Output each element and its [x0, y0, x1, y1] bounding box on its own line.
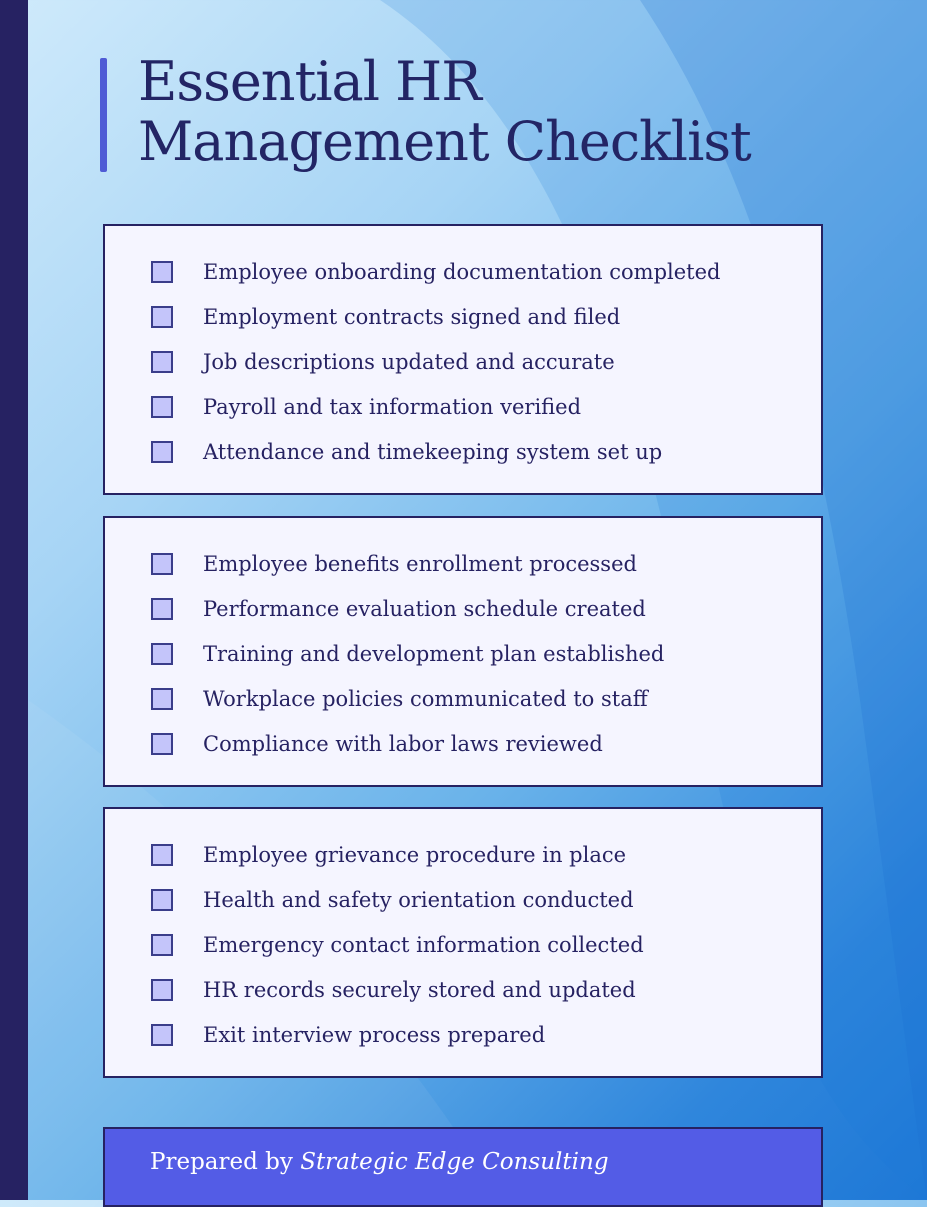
title-accent-bar [100, 58, 107, 172]
checkbox[interactable] [151, 844, 173, 866]
checkbox[interactable] [151, 643, 173, 665]
checklist-item[interactable] [151, 639, 664, 669]
checkbox[interactable] [151, 733, 173, 755]
checklist-item-label: HR records securely stored and updated [203, 978, 636, 1002]
checkbox[interactable] [151, 598, 173, 620]
checklist-item-label: Employee benefits enrollment processed [203, 552, 637, 576]
checklist-item[interactable] [151, 885, 634, 915]
checklist-item-label: Compliance with labor laws reviewed [203, 732, 603, 756]
footer-company-name: Strategic Edge Consulting [300, 1149, 609, 1175]
checkbox[interactable] [151, 688, 173, 710]
checklist-item-label: Attendance and timekeeping system set up [203, 440, 663, 464]
checklist-item-label: Employee grievance procedure in place [203, 843, 627, 867]
checklist-item-label: Employment contracts signed and filed [203, 305, 621, 329]
checklist-section-1 [103, 224, 823, 495]
checklist-section-3 [103, 807, 823, 1078]
checklist-item[interactable] [151, 549, 637, 579]
checklist-item[interactable] [151, 840, 626, 870]
checklist-item[interactable] [151, 347, 615, 377]
checkbox[interactable] [151, 1024, 173, 1046]
checklist-item-label: Training and development plan established [203, 642, 665, 666]
checkbox[interactable] [151, 934, 173, 956]
checklist-item[interactable] [151, 729, 603, 759]
checkbox[interactable] [151, 441, 173, 463]
checklist-item-label: Health and safety orientation conducted [203, 888, 634, 912]
checkbox[interactable] [151, 979, 173, 1001]
checkbox[interactable] [151, 396, 173, 418]
checklist-item-label: Payroll and tax information verified [203, 395, 582, 419]
checklist-item[interactable] [151, 594, 646, 624]
checkbox[interactable] [151, 261, 173, 283]
checklist-item[interactable] [151, 437, 662, 467]
left-accent-bar [0, 0, 28, 1200]
checklist-item[interactable] [151, 684, 648, 714]
footer-credit [150, 1149, 609, 1175]
checkbox[interactable] [151, 889, 173, 911]
checklist-section-2 [103, 516, 823, 787]
checklist-item-label: Workplace policies communicated to staff [203, 687, 648, 711]
checklist-item[interactable] [151, 930, 644, 960]
title-line-2: Management Checklist [138, 110, 751, 173]
checklist-item[interactable] [151, 257, 720, 287]
footer-prefix: Prepared by [150, 1149, 293, 1175]
checklist-item[interactable] [151, 975, 636, 1005]
checklist-item-label: Exit interview process prepared [203, 1023, 546, 1047]
footer-banner [103, 1127, 823, 1207]
checkbox[interactable] [151, 351, 173, 373]
checkbox[interactable] [151, 306, 173, 328]
checklist-item-label: Emergency contact information collected [203, 933, 644, 957]
checklist-item-label: Employee onboarding documentation completed [203, 260, 721, 284]
checklist-item-label: Job descriptions updated and accurate [203, 350, 615, 374]
page-title [138, 52, 751, 172]
checklist-item[interactable] [151, 302, 620, 332]
checklist-item[interactable] [151, 1020, 545, 1050]
checkbox[interactable] [151, 553, 173, 575]
checklist-item-label: Performance evaluation schedule created [203, 597, 646, 621]
title-line-1: Essential HR [138, 50, 481, 113]
checklist-item[interactable] [151, 392, 581, 422]
